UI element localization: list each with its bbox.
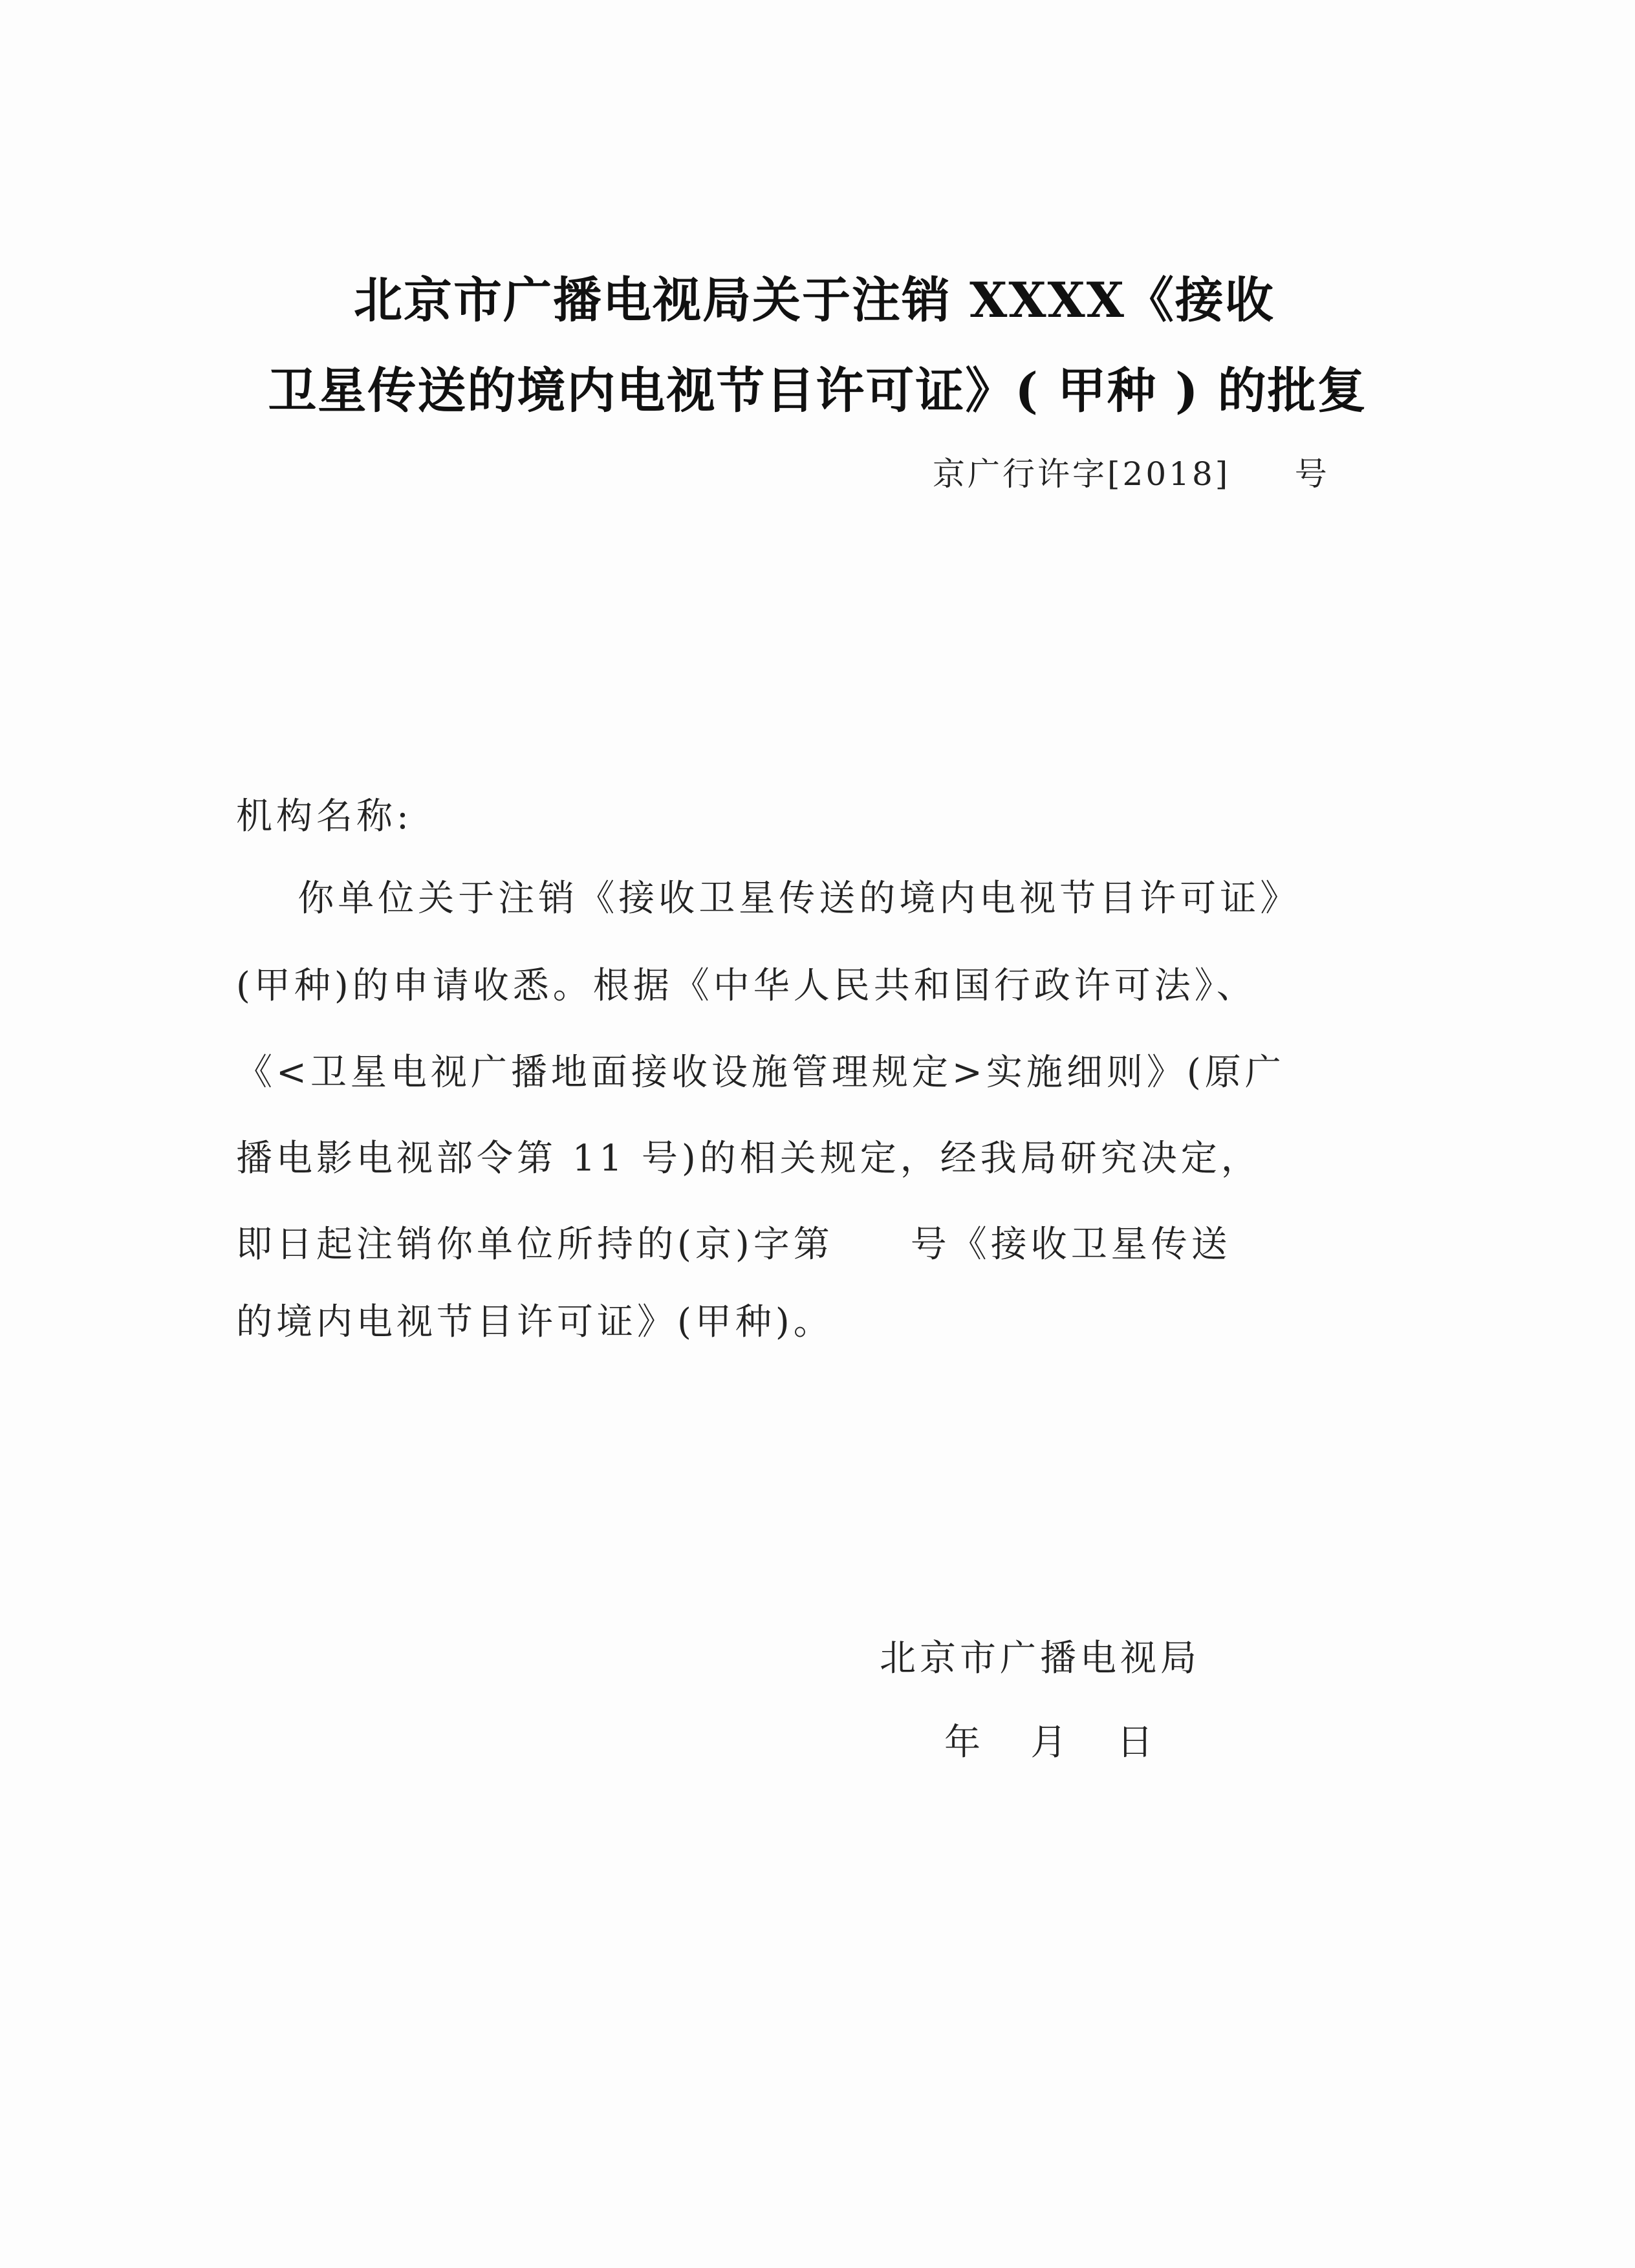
signature-date: 年 月 日: [944, 1722, 1157, 1764]
body-line: 即日起注销你单位所持的(京)字第 号《接收卫星传送: [236, 1224, 1231, 1266]
document-title-line-1: 北京市广播电视局关于注销 XXXX《接收: [354, 272, 1275, 329]
addressee: 机构名称:: [236, 795, 413, 837]
signature-organization: 北京市广播电视局: [880, 1637, 1200, 1679]
body-line: 你单位关于注销《接收卫星传送的境内电视节目许可证》: [236, 878, 1301, 920]
body-line: 的境内电视节目许可证》(甲种)。: [236, 1301, 834, 1343]
body-line: (甲种)的申请收悉。根据《中华人民共和国行政许可法》、: [236, 965, 1257, 1007]
document-number: 京广行许字[2018] 号: [933, 455, 1330, 493]
body-line: 《<卫星电视广播地面接收设施管理规定>实施细则》(原广: [236, 1052, 1285, 1094]
document-title-line-2: 卫星传送的境内电视节目许可证》( 甲种 ) 的批复: [268, 362, 1367, 419]
body-line: 播电影电视部令第 11 号)的相关规定，经我局研究决定，: [236, 1138, 1261, 1180]
